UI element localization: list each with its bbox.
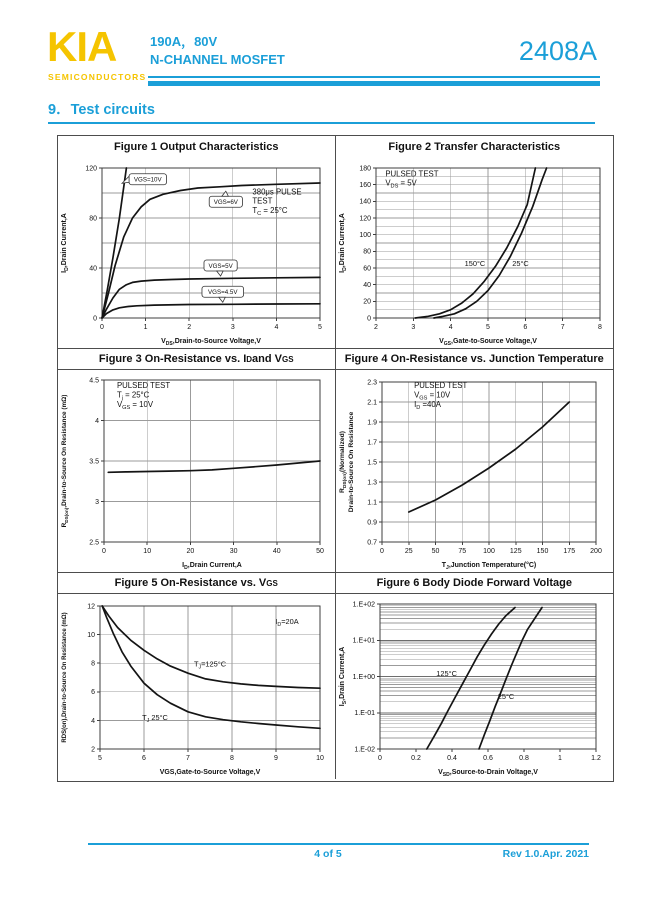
svg-text:1.E+02: 1.E+02 [352, 601, 375, 609]
svg-text:1.3: 1.3 [366, 479, 377, 487]
svg-text:0: 0 [100, 324, 104, 331]
svg-text:140: 140 [358, 198, 371, 206]
svg-text:0.6: 0.6 [482, 755, 493, 762]
svg-text:40: 40 [362, 282, 371, 290]
svg-text:60: 60 [362, 265, 371, 273]
svg-text:150°C: 150°C [464, 259, 485, 269]
svg-text:Drain-to-Source On Resistance: Drain-to-Source On Resistance [347, 411, 355, 513]
svg-text:VGS=6V: VGS=6V [213, 199, 238, 207]
svg-text:380μs PULSE: 380μs PULSE [252, 187, 302, 197]
figure-6-title: Figure 6 Body Diode Forward Voltage [336, 572, 614, 594]
svg-text:VGS,Gate-to-Source Voltage,V: VGS,Gate-to-Source Voltage,V [159, 769, 261, 776]
svg-text:TC = 25°C: $T_C = 25^\circ C$ [252, 206, 288, 218]
svg-text:1.5: 1.5 [366, 459, 377, 467]
svg-text:1.E-01: 1.E-01 [353, 710, 375, 718]
svg-text:12: 12 [87, 603, 95, 611]
figure-3-title: Figure 3 On-Resistance vs. I D and V GS [58, 348, 336, 370]
svg-text:120: 120 [358, 215, 371, 223]
svg-text:8: 8 [597, 324, 602, 331]
svg-text:ID,Drain Current,A: $I_D,Drain$ Current,A [338, 213, 348, 273]
section-title: 9．Test circuits [48, 98, 595, 124]
svg-text:80: 80 [89, 215, 97, 223]
svg-text:6: 6 [522, 324, 527, 331]
svg-text:1.7: 1.7 [366, 439, 377, 447]
svg-text:1.E-02: 1.E-02 [353, 746, 375, 754]
svg-text:20: 20 [186, 548, 195, 555]
svg-text:VDS = 5V: $V_{DS} = 5V$ [384, 178, 417, 190]
svg-text:6: 6 [91, 689, 95, 697]
svg-text:8: 8 [91, 660, 95, 668]
figure-2-title: Figure 2 Transfer Characteristics [388, 141, 561, 153]
svg-text:2.5: 2.5 [89, 539, 99, 547]
footer-rule [88, 843, 589, 845]
svg-text:30: 30 [229, 548, 238, 555]
svg-text:ID,Drain Current,A: $I_D,Drain$ Current,A [182, 562, 242, 570]
svg-text:25°C: 25°C [511, 259, 529, 269]
figure-1-cell [58, 136, 336, 348]
svg-text:1: 1 [557, 755, 562, 762]
figure-1-title: Figure 1 Output Characteristics [114, 141, 279, 153]
svg-text:150: 150 [536, 548, 548, 555]
svg-text:IS,Drain Current,A: $I_S,Drain$ Current,A [338, 646, 348, 707]
svg-text:VGS=10V: VGS=10V [133, 176, 162, 184]
figure-2-cell [336, 136, 614, 348]
svg-text:PULSED TEST: PULSED TEST [384, 169, 438, 179]
svg-text:75: 75 [457, 548, 466, 555]
svg-text:180: 180 [358, 165, 371, 173]
svg-text:0: 0 [366, 315, 371, 323]
svg-text:7: 7 [186, 755, 190, 762]
svg-text:0.7: 0.7 [366, 539, 377, 547]
svg-text:50: 50 [431, 548, 439, 555]
svg-text:80: 80 [362, 248, 371, 256]
svg-text:VDS,Drain-to-Source Voltage,V: $V_{DS},Drain-to$-Source Voltage,V [161, 338, 261, 346]
svg-text:TEST: TEST [252, 196, 273, 206]
svg-text:100: 100 [482, 548, 495, 555]
svg-text:0.2: 0.2 [410, 755, 421, 762]
figure-2-chart [336, 158, 612, 346]
svg-text:VGS=5V: VGS=5V [208, 262, 233, 270]
svg-text:125°C: 125°C [435, 669, 457, 679]
svg-text:1.E+01: 1.E+01 [352, 637, 375, 645]
svg-text:2.3: 2.3 [366, 379, 377, 387]
svg-text:160: 160 [358, 182, 371, 190]
figure-4-cell [336, 370, 614, 572]
svg-text:ID=20A: $I_D=20A$ [275, 617, 299, 629]
svg-text:7: 7 [560, 324, 565, 331]
figure-5-cell [58, 594, 336, 779]
device-description [150, 33, 285, 69]
figure-4-title: Figure 4 On-Resistance vs. Junction Temperature [336, 348, 614, 370]
svg-text:0: 0 [102, 548, 106, 555]
svg-text:4: 4 [274, 324, 279, 331]
figure-6-cell [336, 594, 614, 779]
svg-text:5: 5 [98, 755, 102, 762]
figure-1-chart [58, 158, 334, 346]
kia-logo-subtext: SEMICONDUCTORS [48, 72, 147, 82]
device-type: N-CHANNEL MOSFET [150, 52, 285, 68]
svg-text:TJ,Junction Temperature(°C): $T_J,Junction$ Temperature(°C) [441, 562, 536, 570]
figure-5-title: Figure 5 On-Resistance vs. V GS [58, 572, 336, 594]
header-rule-thin [148, 76, 600, 78]
svg-text:50: 50 [316, 548, 324, 555]
svg-text:0.4: 0.4 [446, 755, 457, 762]
svg-text:0: 0 [93, 315, 97, 323]
svg-text:1: 1 [143, 324, 148, 331]
svg-text:10: 10 [143, 548, 152, 555]
svg-text:3: 3 [230, 324, 235, 331]
svg-text:8: 8 [230, 755, 234, 762]
svg-text:200: 200 [589, 548, 602, 555]
figure-3-chart [58, 370, 334, 570]
svg-text:2: 2 [187, 324, 192, 331]
figure-5-chart [58, 594, 334, 777]
svg-text:VGS=4.5V: VGS=4.5V [208, 289, 238, 297]
svg-text:4: 4 [95, 417, 99, 425]
svg-text:PULSED TEST: PULSED TEST [116, 381, 171, 391]
svg-text:1.1: 1.1 [366, 499, 377, 507]
svg-text:VGS = 10V: $V_{GS} = 10V$ [116, 399, 154, 411]
svg-text:10: 10 [87, 632, 95, 639]
svg-text:PULSED TEST: PULSED TEST [413, 381, 467, 390]
part-number: 2408A [518, 36, 597, 66]
svg-text:1.9: 1.9 [366, 419, 377, 427]
svg-text:TJ=125°C: $T_J=125^\circ C$ [193, 659, 227, 671]
svg-text:0: 0 [379, 548, 384, 555]
svg-text:10: 10 [316, 755, 324, 762]
svg-text:175: 175 [562, 548, 575, 555]
svg-text:9: 9 [274, 755, 278, 762]
figure-6-chart [336, 594, 612, 777]
svg-text:1.2: 1.2 [590, 755, 601, 762]
svg-text:0.9: 0.9 [366, 519, 377, 527]
svg-text:2.1: 2.1 [366, 399, 377, 407]
svg-text:4: 4 [91, 717, 95, 725]
svg-text:ID,Drain Current,A: $I_D,Drain$ Current,A [61, 213, 70, 273]
svg-text:120: 120 [85, 165, 97, 173]
figure-3-cell [58, 370, 336, 572]
svg-text:3: 3 [95, 498, 99, 506]
svg-text:3: 3 [410, 324, 415, 331]
figure-4-chart [336, 370, 612, 570]
svg-text:5: 5 [485, 324, 490, 331]
kia-logo: KIA [47, 23, 117, 70]
svg-text:ID =40A: $I_D =40A$ [413, 399, 441, 411]
figures-table [57, 135, 614, 782]
svg-text:4.5: 4.5 [89, 377, 99, 385]
svg-text:125: 125 [509, 548, 522, 555]
svg-text:5: 5 [318, 324, 322, 331]
svg-text:RDS(on)(Normalized): $R_{DS(on)}(Normalized)$ [338, 430, 348, 494]
svg-text:0.8: 0.8 [518, 755, 529, 762]
svg-text:RDS(on),Drain-to-Source On Res: RDS(on),Drain-to-Source On Resistance (mΩ) [62, 612, 68, 743]
svg-text:VGS = 10V: $V_{GS} = 10V$ [413, 390, 450, 402]
svg-text:TJ 25°C: $T_J$ 25°C [142, 712, 168, 724]
revision-label: Rev 1.0.Apr. 2021 [502, 848, 589, 860]
svg-text:2: 2 [91, 746, 95, 754]
svg-text:6: 6 [142, 755, 146, 762]
svg-text:Tj = 25°C: $T_j = 25^\circ C$ [116, 390, 150, 402]
svg-text:40: 40 [89, 265, 97, 273]
header-rule-thick [148, 81, 600, 86]
svg-text:RDS(on),Drain-to-Source On Res: $R_{DS(on)},Drain-to$-Source On Resistance (mΩ) [61, 394, 69, 528]
svg-text:3.5: 3.5 [89, 458, 99, 466]
svg-text:25°C: 25°C [497, 691, 514, 701]
svg-text:1.E+00: 1.E+00 [352, 673, 375, 681]
svg-text:VGS,Gate-to-Source Voltage,V: $V_{GS},Gate-to$-Source Voltage,V [438, 338, 537, 346]
svg-text:0: 0 [377, 755, 382, 762]
page-number: 4 of 5 [314, 848, 342, 860]
svg-text:100: 100 [358, 232, 371, 240]
svg-text:40: 40 [272, 548, 281, 555]
svg-text:25: 25 [404, 548, 413, 555]
device-rating: 190A，80V [150, 34, 218, 49]
svg-text:20: 20 [362, 298, 371, 306]
svg-text:2: 2 [373, 324, 378, 331]
svg-text:4: 4 [448, 324, 453, 331]
svg-text:VSD,Source-to-Drain Voltage,V: $V_{SD},Source-to$-Drain Voltage,V [437, 769, 538, 777]
